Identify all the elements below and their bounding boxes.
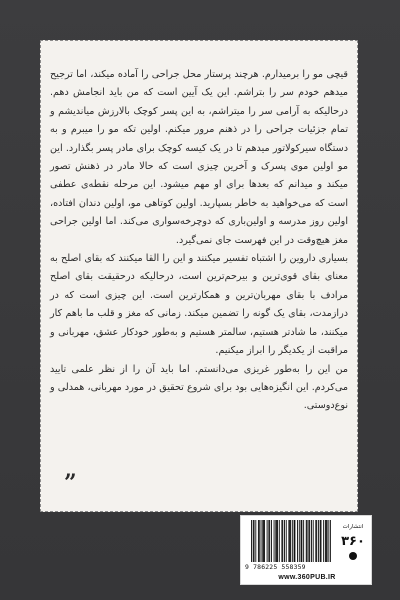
barcode-bar: [289, 520, 290, 562]
barcode-bar: [301, 520, 302, 562]
barcode-bar: [330, 520, 331, 562]
publisher-website: www.360PUB.IR: [278, 574, 336, 581]
barcode-bar: [307, 520, 308, 562]
blurb-paragraph-2: بسیاری داروین را اشتباه تفسیر میکنند و این را القا میکنند که بقای اصلح به معنای بقای قوی‌ترین و بیرحم‌ترین است، درحالیکه درحقیقت بقای اصلح مرادف با بقای مهربان‌ترین و همکارترین است. این چیزی است که در درازمدت، بقای یک گونه را تضمین میکند. زمانی که مغز و قلب ما باهم کار میکنند، ما شادتر هستیم، سالمتر هستیم و به‌طور خودکار عشق، مهربانی و مراقبت از یکدیگر را ابراز میکنیم.: [50, 253, 348, 357]
blurb-paragraph-1: قیچی مو را برمیدارم. هرچند پرستار محل جراحی را آماده میکند، اما ترجیح میدهم خودم سر را بتراشم. این یک آیین است که من باید انجامش دهم. درحالیکه به آرامی سر را میتراشم، به این پسر کوچک بالارزش میاندیشم و تمام جزئیات جراحی را در ذهنم مرور میکنم. اولین تکه مو را میبرم و به دستگاه سیرکولاتور میدهم تا در یک کیسه کوچک برای مادر پسر بگذارد. این مو اولین موی پسرک و آخرین چیزی است که حالا مادر در ذهنش تصور میکند و میدانم که بعدها برای او مهم میشود. این مرحله نقطه‌ی عطفی است که می‌خواهید به خاطر بسپارید. اولین کوتاهی مو، اولین دندان افتاده، اولین روز مدرسه و اولین‌باری که دوچرخه‌سواری می‌کند. اما اولین جراحی مغز هیچ‌وقت در این فهرست جای نمی‌گیرد.: [50, 69, 348, 246]
barcode-bar: [259, 520, 260, 562]
barcode-bar: [275, 520, 276, 562]
barcode-bar: [261, 520, 262, 562]
barcode-bar: [318, 520, 319, 562]
barcode-bar: [327, 520, 328, 562]
barcode-bar: [316, 520, 317, 562]
barcode-bar: [262, 520, 263, 562]
barcode-bar: [306, 520, 307, 562]
barcode-bar: [290, 520, 291, 562]
barcode-bar: [323, 520, 324, 562]
barcode-bar: [294, 520, 295, 562]
barcode-bar: [299, 520, 300, 562]
publisher-name: انتشارات: [342, 524, 364, 530]
barcode-bar: [313, 520, 314, 562]
barcode-bar: [264, 520, 265, 562]
barcode-bar: [284, 520, 285, 562]
barcode-bar: [282, 520, 283, 562]
barcode-bar: [279, 520, 280, 562]
publisher-number: ۳۶۰: [341, 534, 365, 549]
barcode-bar: [292, 520, 293, 562]
blurb-text: [50, 66, 348, 416]
barcode-bar: [254, 520, 255, 562]
blurb-paragraph-3: من این را به‌طور غریزی می‌دانستم. اما باید آن را از نظر علمی تایید می‌کردم. این انگیزه‌هایی بود برای شروع تحقیق در مورد مهربانی، همدلی و نوع‌دوستی.: [50, 363, 348, 412]
barcode-bar: [311, 520, 312, 562]
barcode-bar: [315, 520, 316, 562]
barcode-bar: [325, 520, 326, 562]
barcode-bar: [258, 520, 259, 562]
barcode-bar: [326, 520, 327, 562]
barcode-bar: [253, 520, 254, 562]
barcode-bar: [301, 520, 302, 562]
logo-dot-icon: [349, 552, 357, 560]
barcode-bar: [255, 520, 256, 562]
barcode-bar: [277, 520, 278, 562]
barcode-label: [240, 515, 372, 585]
barcode-bar: [309, 520, 310, 562]
barcode-bars: [251, 520, 331, 562]
barcode-bar: [274, 520, 275, 562]
barcode-bar: [267, 520, 268, 562]
barcode-bar: [321, 520, 322, 562]
publisher-logo: [337, 524, 369, 562]
barcode-bar: [328, 520, 329, 562]
barcode-bar: [308, 520, 309, 562]
closing-quote-mark: ”: [64, 470, 77, 496]
barcode-bar: [271, 520, 272, 562]
barcode-bar: [251, 520, 252, 562]
barcode-bar: [263, 520, 264, 562]
barcode-bar: [294, 520, 295, 562]
barcode-bar: [297, 520, 298, 562]
barcode-bar: [288, 520, 289, 562]
barcode-bar: [281, 520, 282, 562]
barcode-bar: [269, 520, 270, 562]
barcode-bar: [276, 520, 277, 562]
barcode-bar: [320, 520, 321, 562]
barcode-bar: [268, 520, 269, 562]
barcode-bar: [286, 520, 287, 562]
isbn-number: 9 786225 558359: [245, 563, 306, 571]
barcode-bar: [303, 520, 304, 562]
